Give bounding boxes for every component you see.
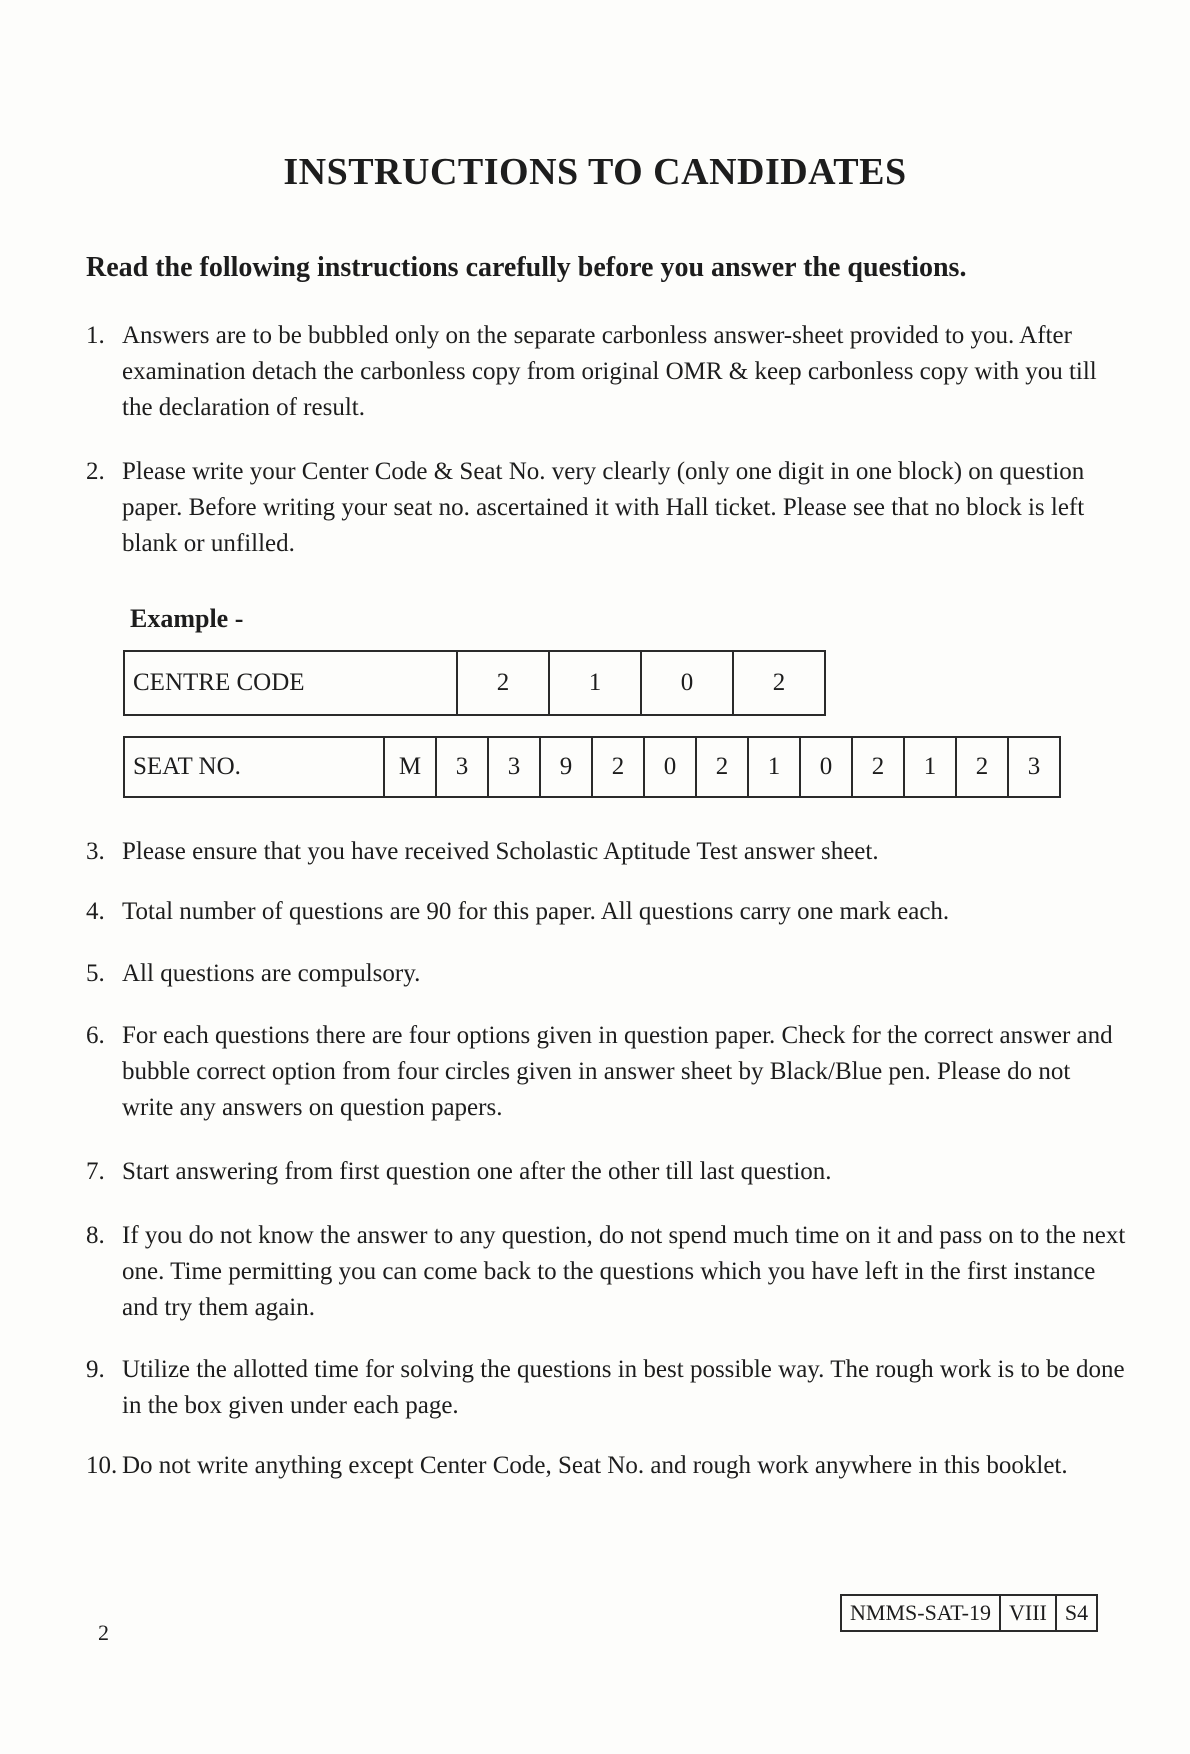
instruction-number: 7. — [86, 1158, 105, 1185]
instruction-number: 6. — [86, 1022, 105, 1049]
seat-no-char: 3 — [1008, 737, 1060, 797]
instruction-text: If you do not know the answer to any question, do not spend much time on it and pass on to the next one. Time permitting you can come back to the questions which you have left in the first instance and try them again. — [122, 1222, 1126, 1321]
instruction-text: Please ensure that you have received Scholastic Aptitude Test answer sheet. — [122, 838, 879, 865]
seat-no-char: 3 — [488, 737, 540, 797]
seat-no-char: 2 — [592, 737, 644, 797]
seat-no-char: 3 — [436, 737, 488, 797]
instruction-text: Start answering from first question one after the other till last question. — [122, 1158, 832, 1185]
centre-code-table — [123, 650, 826, 716]
instruction-text: Utilize the allotted time for solving the questions in best possible way. The rough work is to be done in the box given under each page. — [122, 1356, 1125, 1419]
instruction-number: 9. — [86, 1356, 105, 1383]
instruction-text: All questions are compulsory. — [122, 960, 421, 987]
paper-set: S4 — [1057, 1594, 1098, 1632]
instruction-number: 3. — [86, 838, 105, 865]
seat-no-char: 1 — [748, 737, 800, 797]
seat-no-char: 2 — [696, 737, 748, 797]
seat-no-char: 2 — [956, 737, 1008, 797]
page-number: 2 — [98, 1620, 109, 1645]
seat-no-char: 0 — [800, 737, 852, 797]
instruction-number: 1. — [86, 322, 105, 349]
centre-code-digit: 2 — [733, 651, 825, 715]
instruction-text: For each questions there are four options given in question paper. Check for the correct answer and bubble correct option from four circles given in answer sheet by Black/Blue pen. Please do not write any answers on question papers. — [122, 1022, 1113, 1121]
seat-no-char: 1 — [904, 737, 956, 797]
page-title: INSTRUCTIONS TO CANDIDATES — [283, 151, 907, 193]
seat-no-char: 0 — [644, 737, 696, 797]
seat-no-char: 2 — [852, 737, 904, 797]
paper-class: VIII — [1001, 1594, 1057, 1632]
instruction-text: Total number of questions are 90 for this paper. All questions carry one mark each. — [122, 898, 950, 925]
centre-code-digit: 2 — [457, 651, 549, 715]
instruction-text: Please write your Center Code & Seat No. very clearly (only one digit in one block) on question paper. Before writing your seat no. ascertained it with Hall ticket. Please see that no block is left blank or unfilled. — [122, 458, 1085, 557]
seat-no-char: 9 — [540, 737, 592, 797]
paper-code: NMMS-SAT-19 — [840, 1594, 1001, 1632]
example-label: Example - — [130, 604, 244, 633]
paper-code-box — [840, 1594, 1098, 1632]
seat-no-label: SEAT NO. — [124, 737, 384, 797]
instruction-text: Answers are to be bubbled only on the separate carbonless answer-sheet provided to you. After examination detach the carbonless copy from original OMR & keep carbonless copy with you till the declaration of result. — [122, 322, 1097, 421]
instruction-text: Do not write anything except Center Code, Seat No. and rough work anywhere in this booklet. — [122, 1452, 1068, 1479]
centre-code-label: CENTRE CODE — [124, 651, 457, 715]
instruction-number: 2. — [86, 458, 105, 485]
instruction-number: 10. — [86, 1452, 118, 1479]
instruction-number: 4. — [86, 898, 105, 925]
centre-code-digit: 0 — [641, 651, 733, 715]
instruction-number: 8. — [86, 1222, 105, 1249]
page-subtitle: Read the following instructions carefully before you answer the questions. — [86, 252, 967, 283]
seat-no-table — [123, 736, 1061, 798]
instruction-number: 5. — [86, 960, 105, 987]
seat-no-char: M — [384, 737, 436, 797]
centre-code-digit: 1 — [549, 651, 641, 715]
